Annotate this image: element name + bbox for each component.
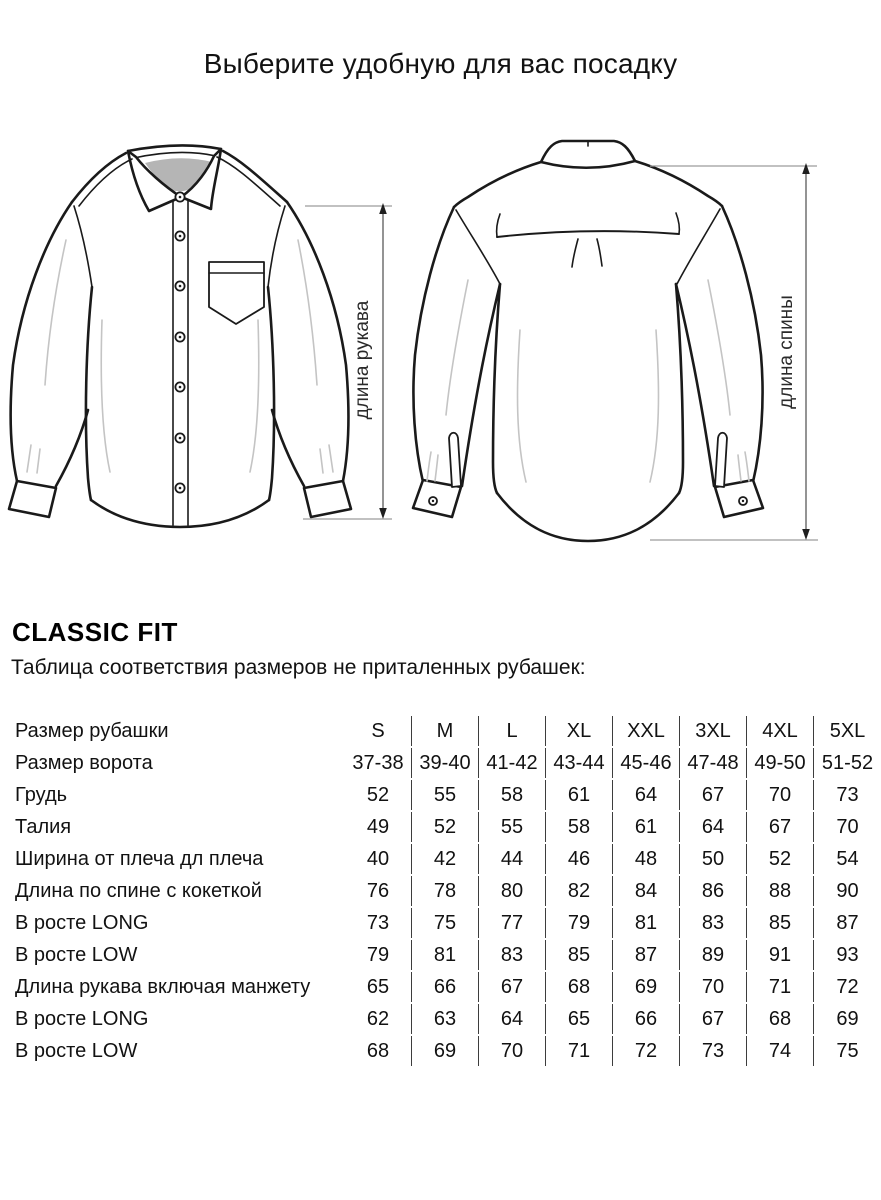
size-cell: 42 <box>412 844 479 874</box>
table-row <box>0 812 881 842</box>
size-cell: 65 <box>345 972 412 1002</box>
size-cell: L <box>479 716 546 746</box>
size-cell: 73 <box>680 1036 747 1066</box>
row-label: В росте LOW <box>15 943 138 966</box>
size-cell: 50 <box>680 844 747 874</box>
size-cell: 46 <box>546 844 613 874</box>
size-cell: 71 <box>747 972 814 1002</box>
size-cell: 54 <box>836 847 859 870</box>
size-cell: 68 <box>345 1036 412 1066</box>
size-cell: 81 <box>412 940 479 970</box>
size-cell: 61 <box>546 780 613 810</box>
table-row <box>0 1004 881 1034</box>
size-cell: 71 <box>546 1036 613 1066</box>
size-cell: 81 <box>613 908 680 938</box>
front-buttons <box>175 192 184 492</box>
size-cell: 79 <box>546 908 613 938</box>
size-cell: 51-52 <box>821 751 874 774</box>
shirt-front-drawing <box>9 145 351 527</box>
size-cell: 48 <box>613 844 680 874</box>
size-cell: 64 <box>680 812 747 842</box>
section-subtitle: Таблица соответствия размеров не приталенных рубашек: <box>11 656 586 679</box>
size-cell: 68 <box>546 972 613 1002</box>
size-table <box>0 714 881 1068</box>
size-cell: 72 <box>836 975 859 998</box>
size-cell: 58 <box>546 812 613 842</box>
size-cell: S <box>345 716 412 746</box>
size-cell: 66 <box>613 1004 680 1034</box>
size-cell: 40 <box>345 844 412 874</box>
table-row <box>0 1036 881 1066</box>
size-cell: 88 <box>747 876 814 906</box>
size-cell: 49-50 <box>747 748 814 778</box>
size-cell: 67 <box>680 780 747 810</box>
row-label: Ширина от плеча дл плеча <box>15 847 264 870</box>
size-cell: 66 <box>412 972 479 1002</box>
size-cell: M <box>412 716 479 746</box>
size-cell: 73 <box>345 908 412 938</box>
table-row <box>0 908 881 938</box>
size-cell: 65 <box>546 1004 613 1034</box>
size-cell: 63 <box>412 1004 479 1034</box>
size-cell: 67 <box>747 812 814 842</box>
size-cell: 4XL <box>747 716 814 746</box>
size-cell: 55 <box>479 812 546 842</box>
size-cell: 76 <box>345 876 412 906</box>
size-cell: 75 <box>412 908 479 938</box>
size-cell: 77 <box>479 908 546 938</box>
size-cell: 55 <box>412 780 479 810</box>
size-cell: 52 <box>412 812 479 842</box>
size-cell: 79 <box>345 940 412 970</box>
size-cell: 64 <box>613 780 680 810</box>
size-cell: 5XL <box>829 719 866 742</box>
size-cell: 52 <box>345 780 412 810</box>
size-cell: 68 <box>747 1004 814 1034</box>
size-cell: 43-44 <box>546 748 613 778</box>
size-cell: 86 <box>680 876 747 906</box>
size-cell: 70 <box>836 815 859 838</box>
size-cell: 45-46 <box>613 748 680 778</box>
section-heading: CLASSIC FIT <box>12 617 178 647</box>
size-cell: XL <box>546 716 613 746</box>
size-cell: 58 <box>479 780 546 810</box>
back-length-label: длина спины <box>776 295 797 409</box>
size-cell: 78 <box>412 876 479 906</box>
size-cell: 69 <box>613 972 680 1002</box>
size-cell: 74 <box>747 1036 814 1066</box>
size-cell: 90 <box>836 879 859 902</box>
size-cell: 70 <box>747 780 814 810</box>
size-cell: 39-40 <box>412 748 479 778</box>
size-cell: 93 <box>836 943 859 966</box>
size-cell: 69 <box>412 1036 479 1066</box>
size-cell: 87 <box>613 940 680 970</box>
row-label: Длина рукава включая манжету <box>15 975 311 998</box>
size-cell: 49 <box>345 812 412 842</box>
row-label: Длина по спине с кокеткой <box>15 879 262 902</box>
row-label: В росте LONG <box>15 1007 149 1030</box>
size-cell: 85 <box>546 940 613 970</box>
row-label: Размер ворота <box>15 751 153 774</box>
size-cell: 52 <box>747 844 814 874</box>
size-cell: 44 <box>479 844 546 874</box>
size-cell: 84 <box>613 876 680 906</box>
table-row <box>0 780 881 810</box>
size-cell: 72 <box>613 1036 680 1066</box>
size-cell: 83 <box>680 908 747 938</box>
size-cell: 64 <box>479 1004 546 1034</box>
size-cell: 67 <box>680 1004 747 1034</box>
row-label: Талия <box>15 815 72 838</box>
size-cell: XXL <box>613 716 680 746</box>
sleeve-length-label: длина рукава <box>352 300 373 420</box>
table-row <box>0 716 881 746</box>
sleeve-length-arrow <box>303 203 392 519</box>
size-cell: 75 <box>836 1039 859 1062</box>
row-label: Размер рубашки <box>15 719 169 742</box>
size-table-body <box>0 716 881 1066</box>
size-cell: 61 <box>613 812 680 842</box>
table-row <box>0 940 881 970</box>
row-label: В росте LOW <box>15 1039 138 1062</box>
size-cell: 67 <box>479 972 546 1002</box>
shirt-back-drawing <box>413 141 763 541</box>
size-cell: 70 <box>680 972 747 1002</box>
size-cell: 82 <box>546 876 613 906</box>
table-row <box>0 972 881 1002</box>
size-cell: 85 <box>747 908 814 938</box>
size-cell: 3XL <box>680 716 747 746</box>
table-row <box>0 876 881 906</box>
size-cell: 83 <box>479 940 546 970</box>
row-label: Грудь <box>15 783 68 806</box>
row-label: В росте LONG <box>15 911 149 934</box>
size-cell: 41-42 <box>479 748 546 778</box>
size-cell: 70 <box>479 1036 546 1066</box>
size-cell: 87 <box>836 911 859 934</box>
size-cell: 73 <box>836 783 859 806</box>
table-row <box>0 748 881 778</box>
size-cell: 89 <box>680 940 747 970</box>
page-title: Выберите удобную для вас посадку <box>203 48 678 79</box>
size-cell: 80 <box>479 876 546 906</box>
table-row <box>0 844 881 874</box>
size-cell: 47-48 <box>680 748 747 778</box>
size-cell: 91 <box>747 940 814 970</box>
size-cell: 37-38 <box>345 748 412 778</box>
size-cell: 69 <box>836 1007 859 1030</box>
size-cell: 62 <box>345 1004 412 1034</box>
